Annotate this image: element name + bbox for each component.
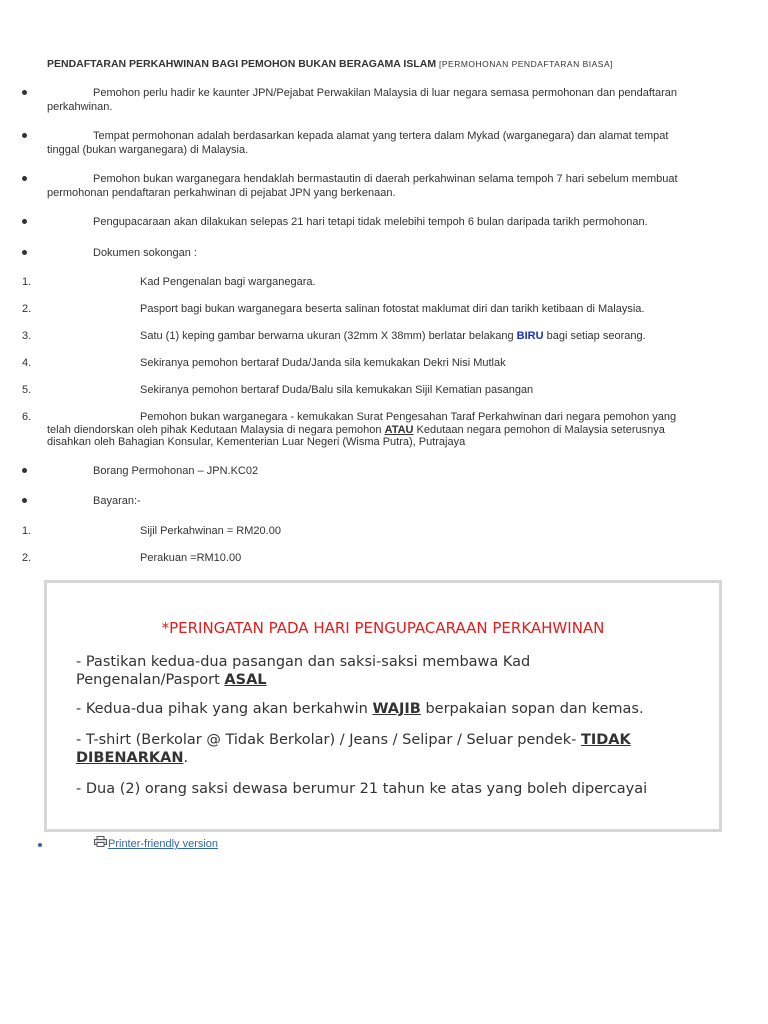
list-item-text: Kedutaan negara pemohon di Malaysia seterusnya [413, 424, 665, 436]
bullet-dot [22, 219, 27, 224]
notice-box [44, 580, 722, 832]
bullet-dot [22, 498, 27, 503]
bullet-dot [38, 843, 42, 847]
notice-text: - T-shirt (Berkolar @ Tidak Berkolar) / Jeans / Selipar / Seluar pendek- [76, 732, 581, 748]
notice-line-2 [76, 700, 699, 718]
form-label: Borang Permohonan – JPN.KC02 [93, 465, 259, 477]
bullet-text: Dokumen sokongan : [93, 247, 197, 259]
notice-line-1 [76, 653, 699, 689]
payment-item: Sijil Perkahwinan = RM20.00 [140, 525, 281, 537]
highlight-blue: BIRU [516, 330, 544, 342]
payment-label: Bayaran:- [93, 495, 141, 507]
notice-emphasis: WAJIB [372, 701, 421, 717]
highlight-atau: ATAU [384, 424, 414, 436]
list-item [140, 330, 646, 343]
payment-item: Perakuan =RM10.00 [140, 552, 242, 564]
printer-friendly-link[interactable]: Printer-friendly version [108, 838, 219, 850]
notice-emphasis: ASAL [224, 672, 267, 688]
list-item: Pasport bagi bukan warganegara beserta salinan fotostat maklumat diri dan tarikh ketibaan di Malaysia. [140, 303, 645, 315]
list-item: Sekiranya pemohon bertaraf Duda/Janda sila kemukakan Dekri Nisi Mutlak [140, 357, 506, 369]
notice-emphasis: TIDAK [580, 732, 631, 748]
list-item-text: bagi setiap seorang. [543, 330, 646, 342]
list-number: 4. [22, 357, 32, 369]
bullet-dot [22, 468, 27, 473]
bullet-text: Pemohon bukan warganegara hendaklah bermastautin di daerah perkahwinan selama tempoh 7 hari sebelum membuat [93, 173, 678, 185]
bullet-dot [22, 133, 27, 138]
notice-text: Pengenalan/Pasport [76, 672, 225, 688]
printer-icon[interactable] [94, 836, 107, 847]
list-number: 1. [22, 276, 32, 288]
notice-title: *PERINGATAN PADA HARI PENGUPACARAAN PERKAHWINAN [161, 619, 605, 637]
list-number: 6. [22, 411, 32, 423]
list-number: 2. [22, 552, 32, 564]
bullet-text: permohonan pendaftaran perkahwinan di pejabat JPN yang berkenaan. [47, 187, 396, 199]
list-item: Pemohon bukan warganegara - kemukakan Surat Pengesahan Taraf Perkahwinan dari negara pemohon yang [140, 411, 677, 423]
list-number: 2. [22, 303, 32, 315]
notice-text: berpakaian sopan dan kemas. [420, 701, 644, 717]
list-number: 1. [22, 525, 32, 537]
notice-text: - Pastikan kedua-dua pasangan dan saksi-saksi membawa Kad [76, 654, 531, 670]
notice-text: . [183, 750, 189, 766]
notice-text: - Kedua-dua pihak yang akan berkahwin [76, 701, 373, 717]
list-item-text: Satu (1) keping gambar berwarna ukuran (32mm X 38mm) berlatar belakang [140, 330, 517, 342]
bullet-dot [22, 90, 27, 95]
notice-line-4: - Dua (2) orang saksi dewasa berumur 21 tahun ke atas yang boleh dipercayai [76, 781, 648, 797]
list-item: Sekiranya pemohon bertaraf Duda/Balu sila kemukakan Sijil Kematian pasangan [140, 384, 534, 396]
page-title [47, 58, 613, 70]
title-main: PENDAFTARAN PERKAHWINAN BAGI PEMOHON BUKAN BERAGAMA ISLAM [47, 58, 437, 70]
notice-emphasis: DIBENARKAN [76, 750, 184, 766]
bullet-dot [22, 176, 27, 181]
notice-line-3 [76, 731, 699, 767]
bullet-text: Tempat permohonan adalah berdasarkan kepada alamat yang tertera dalam Mykad (warganegara) dan alamat tempat [93, 130, 669, 142]
bullet-text: Pemohon perlu hadir ke kaunter JPN/Pejabat Perwakilan Malaysia di luar negara semasa permohonan dan pendaftaran [93, 87, 677, 99]
bullet-text: Pengupacaraan akan dilakukan selepas 21 hari tetapi tidak melebihi tempoh 6 bulan daripada tarikh permohonan. [93, 216, 648, 228]
list-item: Kad Pengenalan bagi warganegara. [140, 276, 316, 288]
list-item: disahkan oleh Bahagian Konsular, Kementerian Luar Negeri (Wisma Putra), Putrajaya [47, 436, 466, 448]
list-number: 5. [22, 384, 32, 396]
list-number: 3. [22, 330, 32, 342]
title-sub: [PERMOHONAN PENDAFTARAN BIASA] [439, 59, 614, 69]
bullet-text: perkahwinan. [47, 101, 113, 113]
bullet-text: tinggal (bukan warganegara) di Malaysia. [47, 144, 249, 156]
list-item-text: telah diendorskan oleh pihak Kedutaan Malaysia di negara pemohon [47, 424, 385, 436]
bullet-dot [22, 250, 27, 255]
